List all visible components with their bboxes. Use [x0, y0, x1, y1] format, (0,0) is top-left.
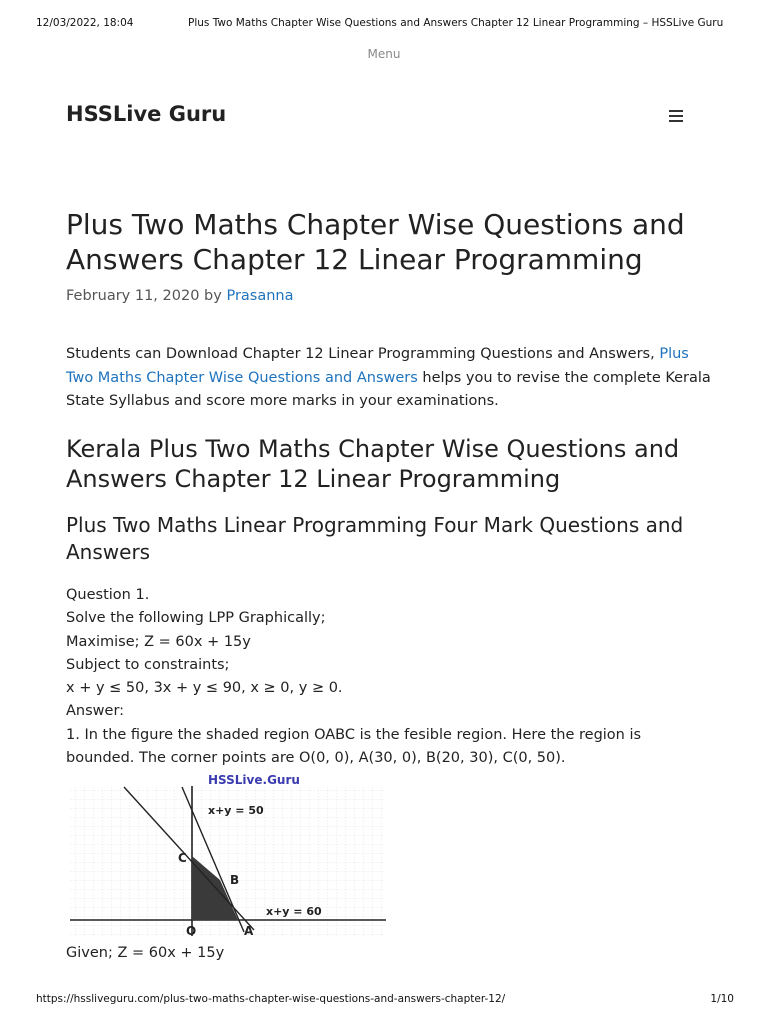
post-date: February 11, 2020: [66, 288, 200, 304]
intro-text-after: helps you to revise the complete Kerala State Syllabus and score more marks in your examinations.: [66, 369, 711, 409]
entry-meta: [66, 288, 716, 304]
given-line: Given; Z = 60x + 15y: [66, 945, 225, 961]
point-label-o: O: [186, 924, 197, 938]
hamburger-icon[interactable]: [669, 110, 683, 122]
lpp-graph-figure: [66, 772, 388, 942]
question-line: Solve the following LPP Graphically;: [66, 610, 326, 627]
figure-watermark: HSSLive.Guru: [208, 773, 300, 787]
author-link[interactable]: Prasanna: [226, 288, 294, 304]
print-footer: [0, 993, 768, 1007]
question-line: Subject to constraints;: [66, 656, 230, 673]
print-datetime: 12/03/2022, 18:04: [36, 17, 134, 29]
site-title[interactable]: HSSLive Guru: [66, 102, 227, 126]
question-line: x + y ≤ 50, 3x + y ≤ 90, x ≥ 0, y ≥ 0.: [66, 680, 343, 697]
answer-line: bounded. The corner points are O(0, 0), A(30, 0), B(20, 30), C(0, 50).: [66, 750, 566, 767]
line-label-2: x+y = 60: [266, 905, 322, 918]
menu-link[interactable]: Menu: [367, 47, 401, 61]
subsection-heading: Plus Two Maths Linear Programming Four Mark Questions and Answers: [66, 513, 684, 564]
article-title: Plus Two Maths Chapter Wise Questions and Answers Chapter 12 Linear Programming: [66, 208, 685, 276]
lpp-graph: [66, 772, 388, 942]
section-heading: Kerala Plus Two Maths Chapter Wise Questions and Answers Chapter 12 Linear Programming: [66, 435, 680, 493]
line-label-1: x+y = 50: [208, 804, 264, 817]
question-line: Question 1.: [66, 587, 150, 603]
print-page-title: Plus Two Maths Chapter Wise Questions and Answers Chapter 12 Linear Programming – HSSLive Guru: [188, 17, 724, 29]
print-header: [0, 17, 768, 31]
intro-link[interactable]: Plus Two Maths Chapter Wise Questions and Answers: [66, 346, 689, 386]
intro-paragraph: [66, 343, 716, 414]
question-line: Maximise; Z = 60x + 15y: [66, 633, 251, 650]
point-label-a: A: [244, 924, 254, 938]
print-url: https://hssliveguru.com/plus-two-maths-chapter-wise-questions-and-answers-chapter-12/: [36, 993, 506, 1005]
point-label-b: B: [230, 873, 240, 887]
question-answer: [66, 584, 716, 770]
by-label: by: [204, 288, 222, 304]
answer-line: Answer:: [66, 703, 125, 720]
intro-text-before: Students can Download Chapter 12 Linear Programming Questions and Answers,: [66, 346, 655, 362]
point-label-c: C: [178, 851, 187, 865]
print-page-number: 1/10: [710, 993, 734, 1005]
answer-line: 1. In the figure the shaded region OABC is the fesible region. Here the region is: [66, 726, 642, 743]
